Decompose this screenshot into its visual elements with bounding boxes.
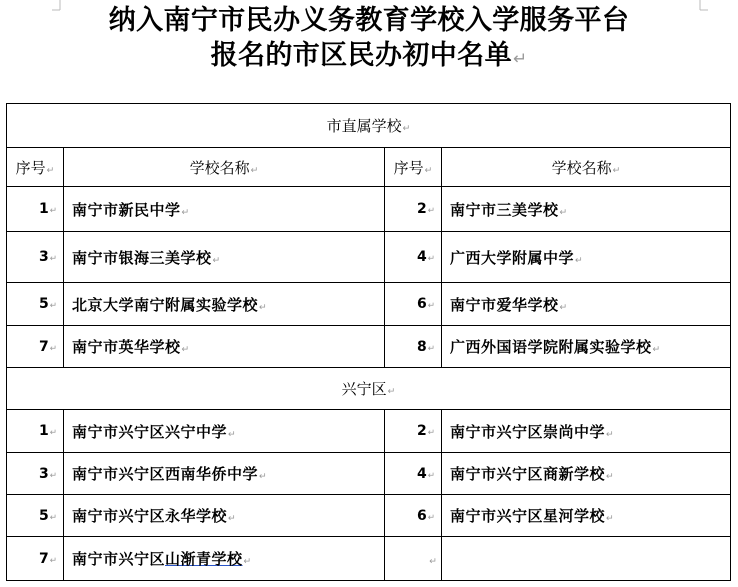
return-mark-icon: ↵: [250, 164, 259, 176]
section-row: [7, 104, 731, 148]
seq-cell: [7, 495, 64, 537]
seq-cell: [7, 453, 64, 495]
school-name: 南宁市兴宁区商新学校: [450, 465, 606, 483]
seq-number: 5: [38, 507, 49, 524]
document-title-line1: [0, 5, 738, 37]
school-name-cell: [442, 326, 731, 368]
seq-cell: [385, 326, 442, 368]
return-mark-icon: ↵: [612, 164, 621, 176]
table-row: [7, 283, 731, 326]
section-name-cell: [7, 368, 731, 410]
header-name-cell: [442, 148, 731, 187]
header-name-cell: [64, 148, 385, 187]
section-name-cell: [7, 104, 731, 148]
return-mark-icon: ↵: [575, 254, 584, 266]
seq-number: 8: [416, 338, 427, 355]
school-name: 南宁市爱华学校: [450, 295, 559, 314]
school-name-cell-empty: [442, 537, 731, 581]
return-mark-icon: ↵: [49, 254, 57, 264]
seq-cell: [7, 232, 64, 283]
return-mark-icon: ↵: [49, 343, 57, 354]
seq-number: 7: [38, 338, 49, 355]
school-name: 南宁市兴宁区兴宁中学: [72, 422, 228, 441]
return-mark-icon: ↵: [49, 512, 57, 523]
title-line1-text: 纳入南宁市民办义务教育学校入学服务平台: [108, 5, 630, 36]
school-name: 南宁市三美学校: [450, 200, 559, 219]
school-name-cell: [442, 495, 731, 537]
return-mark-icon: ↵: [259, 471, 268, 482]
seq-number: 4: [416, 249, 427, 265]
school-name-cell: [64, 187, 385, 232]
return-mark-icon: ↵: [181, 344, 190, 355]
seq-number: 3: [38, 465, 49, 482]
return-mark-icon: ↵: [606, 428, 615, 440]
return-mark-icon: ↵: [427, 428, 435, 438]
school-name-cell: [64, 283, 385, 326]
seq-cell: [7, 187, 64, 232]
seq-cell: [7, 326, 64, 368]
table-row: [7, 410, 731, 453]
table-row: [7, 187, 731, 232]
seq-number: 3: [38, 249, 49, 265]
return-mark-icon: ↵: [427, 512, 435, 523]
seq-number: 1: [38, 423, 49, 439]
seq-number: 1: [38, 201, 49, 217]
return-mark-icon: ↵: [429, 555, 437, 567]
school-roster-table: [6, 103, 731, 581]
school-name-cell: [64, 232, 385, 283]
return-mark-icon: ↵: [427, 470, 435, 481]
return-mark-icon: ↵: [559, 206, 568, 218]
seq-cell-empty: [385, 537, 442, 581]
seq-number: 6: [416, 296, 427, 312]
school-name-cell: [442, 410, 731, 453]
return-mark-icon: ↵: [49, 470, 57, 481]
school-name-cell: [442, 283, 731, 326]
section-row: [7, 368, 731, 410]
return-mark-icon: ↵: [652, 344, 661, 355]
return-mark-icon: ↵: [427, 301, 435, 311]
school-name-cell: [442, 187, 731, 232]
header-row: [7, 148, 731, 187]
header-seq-cell: [7, 148, 64, 187]
school-name: 南宁市兴宁区崇尚中学: [450, 422, 606, 441]
return-mark-icon: ↵: [427, 254, 435, 264]
seq-number: 2: [416, 201, 427, 217]
seq-cell: [7, 537, 64, 581]
table-row: [7, 326, 731, 368]
section-name: 市直属学校: [326, 117, 402, 135]
return-mark-icon: ↵: [427, 206, 435, 216]
school-name: 南宁市新民中学: [72, 200, 181, 219]
seq-cell: [385, 187, 442, 232]
seq-cell: [385, 453, 442, 495]
school-name-underlined: 山渐青学校: [165, 550, 243, 568]
school-name: 广西大学附属中学: [450, 248, 575, 267]
return-mark-icon: ↵: [49, 206, 57, 216]
seq-cell: [385, 410, 442, 453]
return-mark-icon: ↵: [387, 386, 396, 397]
seq-cell: [7, 410, 64, 453]
header-seq: 序号: [15, 158, 46, 177]
table-row: [7, 453, 731, 495]
school-name: 南宁市兴宁区: [72, 550, 166, 568]
document-title-line2: [0, 40, 738, 74]
school-name: 北京大学南宁附属实验学校: [72, 295, 259, 314]
seq-number: 4: [416, 465, 427, 482]
return-mark-icon: ↵: [212, 254, 221, 266]
return-mark-icon: ↵: [512, 48, 528, 68]
seq-number: 7: [38, 550, 49, 567]
seq-cell: [385, 283, 442, 326]
header-school-name: 学校名称: [551, 158, 612, 177]
seq-cell: [385, 495, 442, 537]
school-name-cell: [64, 495, 385, 537]
table-row: [7, 537, 731, 581]
school-name-cell: [64, 453, 385, 495]
school-name: 广西外国语学院附属实验学校: [450, 338, 652, 356]
return-mark-icon: ↵: [243, 556, 252, 567]
school-name-cell: [442, 453, 731, 495]
header-school-name: 学校名称: [189, 158, 250, 177]
school-name: 南宁市银海三美学校: [72, 248, 212, 267]
school-name: 南宁市兴宁区永华学校: [72, 507, 228, 525]
table-row: [7, 495, 731, 537]
school-name-cell: [442, 232, 731, 283]
return-mark-icon: ↵: [606, 513, 615, 524]
school-name: 南宁市兴宁区星河学校: [450, 507, 606, 525]
seq-number: 5: [38, 296, 49, 312]
school-name-cell: [64, 326, 385, 368]
header-seq-cell: [385, 148, 442, 187]
section-name: 兴宁区: [341, 380, 387, 398]
return-mark-icon: ↵: [402, 123, 411, 134]
return-mark-icon: ↵: [427, 343, 435, 354]
title-line2-text: 报名的市区民办初中名单: [210, 40, 512, 71]
header-seq: 序号: [393, 158, 424, 177]
return-mark-icon: ↵: [228, 513, 237, 524]
return-mark-icon: ↵: [49, 555, 57, 566]
return-mark-icon: ↵: [259, 301, 268, 313]
seq-number: 2: [416, 423, 427, 439]
school-name-cell: [64, 410, 385, 453]
return-mark-icon: ↵: [559, 301, 568, 313]
school-name: 南宁市英华学校: [72, 338, 181, 356]
return-mark-icon: ↵: [49, 428, 57, 438]
seq-cell: [7, 283, 64, 326]
return-mark-icon: ↵: [181, 206, 190, 218]
return-mark-icon: ↵: [46, 164, 55, 176]
return-mark-icon: ↵: [49, 301, 57, 311]
return-mark-icon: ↵: [228, 428, 237, 440]
school-name: 南宁市兴宁区西南华侨中学: [72, 465, 259, 483]
return-mark-icon: ↵: [606, 471, 615, 482]
seq-cell: [385, 232, 442, 283]
school-name-cell: [64, 537, 385, 581]
table-row: [7, 232, 731, 283]
return-mark-icon: ↵: [424, 164, 433, 176]
seq-number: 6: [416, 507, 427, 524]
